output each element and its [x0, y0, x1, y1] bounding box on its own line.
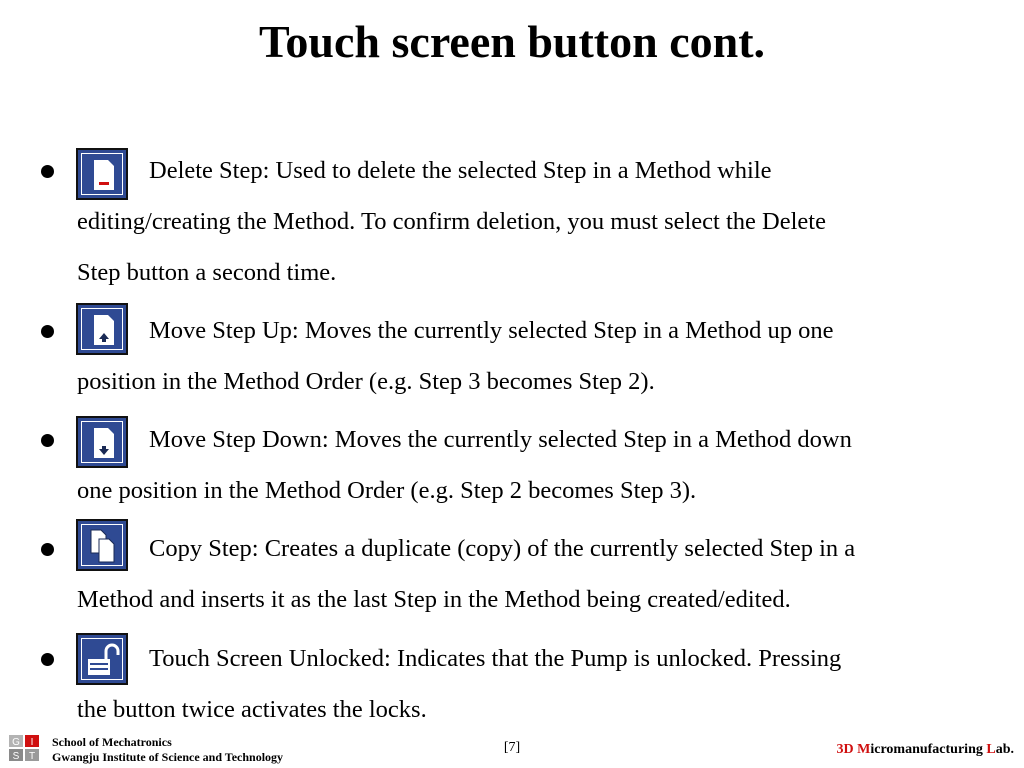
unlock-icon: [76, 633, 128, 685]
lab-name-segment: L: [986, 742, 996, 757]
bullet: [41, 653, 54, 666]
move-step-down-icon: [76, 416, 128, 468]
item-text-line: the button twice activates the locks.: [77, 696, 427, 723]
item-text-line: Move Step Up: Moves the currently selected Step in a Method up one: [149, 317, 834, 344]
item-text-line: Method and inserts it as the last Step in the Method being created/edited.: [77, 586, 791, 613]
lab-name-segment: icromanufacturing: [870, 742, 987, 757]
move-step-up-icon: [76, 303, 128, 355]
logo-letter: G: [12, 737, 20, 748]
item-text-line: one position in the Method Order (e.g. Step 2 becomes Step 3).: [77, 477, 697, 504]
school-line-2: Gwangju Institute of Science and Technology: [52, 750, 284, 764]
bullet: [41, 434, 54, 447]
delete-step-icon: [76, 148, 128, 200]
bullet: [41, 325, 54, 338]
item-text-line: Move Step Down: Moves the currently selected Step in a Method down: [149, 426, 852, 453]
lab-name-segment: 3D: [836, 742, 858, 757]
logo-letter: I: [30, 737, 34, 748]
item-text-line: Step button a second time.: [77, 259, 337, 286]
school-line-1: School of Mechatronics: [52, 735, 172, 749]
lab-name: [837, 742, 1015, 758]
page-number: [7]: [503, 740, 521, 755]
bullet: [41, 543, 54, 556]
item-text-line: editing/creating the Method. To confirm deletion, you must select the Delete: [77, 208, 826, 235]
item-text-line: Delete Step: Used to delete the selected Step in a Method while: [149, 157, 772, 184]
copy-step-icon: [76, 519, 128, 571]
item-text-line: Copy Step: Creates a duplicate (copy) of the currently selected Step in a: [149, 535, 856, 562]
logo-letter: T: [28, 751, 36, 762]
item-text-line: Touch Screen Unlocked: Indicates that the Pump is unlocked. Pressing: [149, 645, 842, 672]
bullet: [41, 165, 54, 178]
lab-name-segment: ab.: [995, 742, 1014, 757]
lab-name-segment: M: [857, 742, 871, 757]
item-text-line: position in the Method Order (e.g. Step 3 becomes Step 2).: [77, 368, 655, 395]
slide-title: Touch screen button cont.: [258, 16, 766, 67]
logo-letter: S: [12, 751, 20, 762]
